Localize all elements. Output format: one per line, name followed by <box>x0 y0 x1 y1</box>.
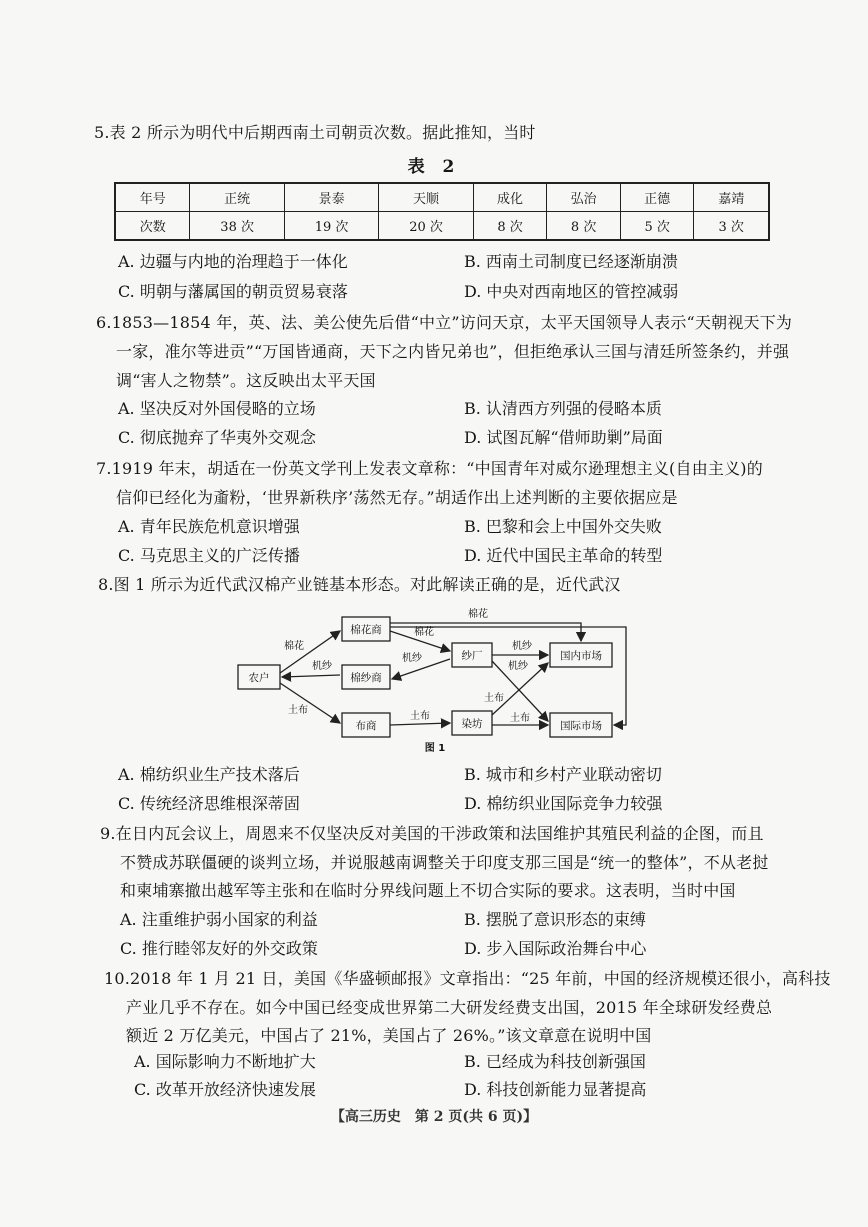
table-cell: 5 次 <box>620 212 694 241</box>
q5-stem: 5.表 2 所示为明代中后期西南土司朝贡次数。据此推知，当时 <box>94 123 536 142</box>
q5-option-a[interactable]: A. 边疆与内地的治理趋于一体化 <box>118 252 348 271</box>
table-2 <box>114 182 770 241</box>
table-cell: 38 次 <box>190 212 284 241</box>
edge-label: 机纱 <box>512 641 532 652</box>
table-cell: 20 次 <box>379 212 473 241</box>
table-cell: 19 次 <box>284 212 378 241</box>
q9-option-d[interactable]: D. 步入国际政治舞台中心 <box>464 939 647 958</box>
q8-option-c[interactable]: C. 传统经济思维根深蒂固 <box>118 794 300 813</box>
figure-1-diagram <box>230 605 650 755</box>
q9-line-2: 不赞成苏联僵硬的谈判立场，并说服越南调整关于印度支那三国是“统一的整体”，不从老挝 <box>120 853 769 872</box>
edge-label: 机纱 <box>508 661 528 672</box>
q6-line-2: 一家，准尔等进贡”“万国皆通商，天下之内皆兄弟也”，但拒绝承认三国与清廷所签条约，并强 <box>116 342 790 361</box>
edge-label: 棉花 <box>284 641 304 652</box>
edge-label: 棉花 <box>468 609 488 620</box>
q6-option-a[interactable]: A. 坚决反对外国侵略的立场 <box>118 399 316 418</box>
edge-label: 机纱 <box>402 653 422 664</box>
table-title: 表 2 <box>407 157 461 177</box>
table-cell: 8 次 <box>473 212 547 241</box>
q10-line-1: 10.2018 年 1 月 21 日，美国《华盛顿邮报》文章指出：“25 年前，中国的经济规模还很小，高科技 <box>104 969 831 988</box>
q6-option-b[interactable]: B. 认清西方列强的侵略本质 <box>464 399 662 418</box>
table-cell: 8 次 <box>547 212 621 241</box>
q6-option-c[interactable]: C. 彻底抛弃了华夷外交观念 <box>118 428 316 447</box>
q9-option-a[interactable]: A. 注重维护弱小国家的利益 <box>120 910 318 929</box>
q9-line-3: 和柬埔寨撤出越军等主张和在临时分界线问题上不切合实际的要求。这表明，当时中国 <box>120 881 736 900</box>
q5-option-c[interactable]: C. 明朝与藩属国的朝贡贸易衰落 <box>118 282 348 301</box>
q5-option-b[interactable]: B. 西南土司制度已经逐渐崩溃 <box>464 252 678 271</box>
q5-option-d[interactable]: D. 中央对西南地区的管控减弱 <box>464 282 679 301</box>
q10-option-a[interactable]: A. 国际影响力不断地扩大 <box>134 1052 316 1071</box>
node-domestic-market: 国内市场 <box>560 650 602 662</box>
edge-label: 土布 <box>410 711 430 722</box>
table-cell: 正统 <box>190 183 284 212</box>
node-dyehouse: 染坊 <box>461 718 483 730</box>
page-footer: 【高三历史 第 2 页(共 6 页)】 <box>330 1109 538 1125</box>
node-cotton-merchant: 棉花商 <box>350 624 382 636</box>
edge-label: 土布 <box>510 713 530 724</box>
edge-label: 土布 <box>288 705 308 716</box>
node-farmer: 农户 <box>248 672 270 684</box>
q7-option-a[interactable]: A. 青年民族危机意识增强 <box>118 517 300 536</box>
table-cell: 正德 <box>620 183 694 212</box>
node-intl-market: 国际市场 <box>560 720 602 732</box>
table-cell: 天顺 <box>379 183 473 212</box>
q8-stem: 8.图 1 所示为近代武汉棉产业链基本形态。对此解读正确的是，近代武汉 <box>98 575 621 594</box>
q7-line-2: 信仰已经化为齑粉，‘世界新秩序’荡然无存。”胡适作出上述判断的主要依据应是 <box>116 488 678 507</box>
q6-line-1: 6.1853—1854 年，英、法、美公使先后借“中立”访问天京，太平天国领导人表示“天朝视天下为 <box>96 313 793 332</box>
node-cloth-merchant: 布商 <box>355 720 377 732</box>
node-yarn-merchant: 棉纱商 <box>350 672 382 684</box>
table-cell: 次数 <box>115 212 190 241</box>
q7-option-b[interactable]: B. 巴黎和会上中国外交失败 <box>464 517 662 536</box>
table-cell: 3 次 <box>694 212 769 241</box>
edge-label: 机纱 <box>312 661 332 672</box>
edge-label: 土布 <box>484 693 504 704</box>
table-cell: 景泰 <box>284 183 378 212</box>
q8-option-a[interactable]: A. 棉纺织业生产技术落后 <box>118 765 300 784</box>
table-cell: 年号 <box>115 183 190 212</box>
table-cell: 嘉靖 <box>694 183 769 212</box>
q10-option-b[interactable]: B. 已经成为科技创新强国 <box>464 1052 646 1071</box>
q6-option-d[interactable]: D. 试图瓦解“借师助剿”局面 <box>464 428 663 447</box>
q10-line-3: 额近 2 万亿美元，中国占了 21%，美国占了 26%。”该文章意在说明中国 <box>126 1026 652 1045</box>
table-cell: 成化 <box>473 183 547 212</box>
table-header-row <box>115 183 769 212</box>
table-row <box>115 212 769 241</box>
q10-option-c[interactable]: C. 改革开放经济快速发展 <box>134 1080 316 1099</box>
figure-caption: 图 1 <box>424 743 446 754</box>
q10-option-d[interactable]: D. 科技创新能力显著提高 <box>464 1080 647 1099</box>
q9-line-1: 9.在日内瓦会议上，周恩来不仅坚决反对美国的干涉政策和法国维护其殖民利益的企图，而且 <box>100 824 764 843</box>
q7-option-c[interactable]: C. 马克思主义的广泛传播 <box>118 546 300 565</box>
q10-line-2: 产业几乎不存在。如今中国已经变成世界第二大研发经费支出国，2015 年全球研发经费总 <box>126 998 773 1017</box>
q7-line-1: 7.1919 年末，胡适在一份英文学刊上发表文章称：“中国青年对威尔逊理想主义(自由主义)的 <box>96 459 763 478</box>
node-mill: 纱厂 <box>461 650 483 662</box>
table-cell: 弘治 <box>547 183 621 212</box>
edge-label: 棉花 <box>414 627 434 638</box>
q9-option-c[interactable]: C. 推行睦邻友好的外交政策 <box>120 939 318 958</box>
q7-option-d[interactable]: D. 近代中国民主革命的转型 <box>464 546 663 565</box>
q8-option-d[interactable]: D. 棉纺织业国际竞争力较强 <box>464 794 663 813</box>
q6-line-3: 调“害人之物禁”。这反映出太平天国 <box>116 371 376 390</box>
q8-option-b[interactable]: B. 城市和乡村产业联动密切 <box>464 765 662 784</box>
q9-option-b[interactable]: B. 摆脱了意识形态的束缚 <box>464 910 646 929</box>
